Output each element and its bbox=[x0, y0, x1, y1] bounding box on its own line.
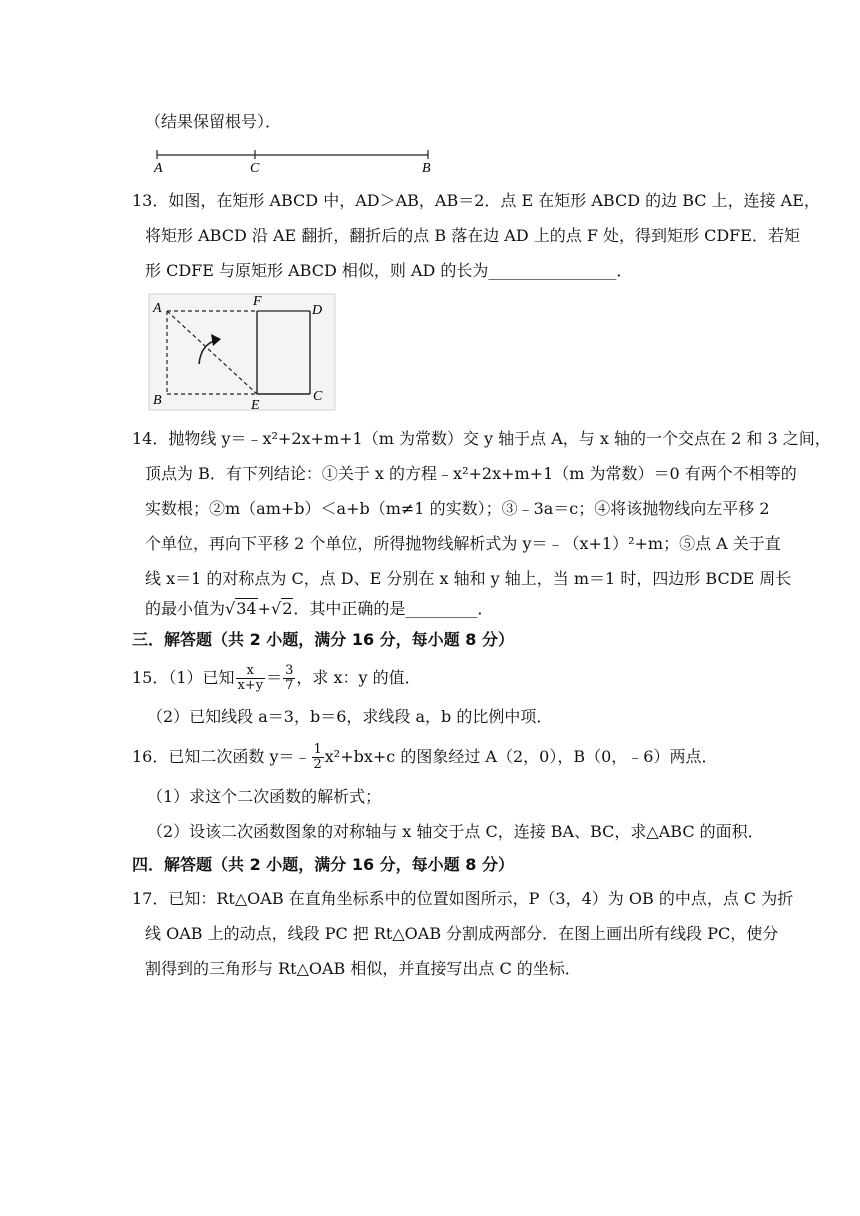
q14-line-1: 14．抛物线 y＝﹣x²+2x+m+1（m 为常数）交 y 轴于点 A，与 x 轴的一个交点在 2 和 3 之间， bbox=[132, 429, 831, 448]
label-a: A bbox=[154, 161, 163, 175]
q16-line-1 bbox=[132, 740, 717, 774]
q15-line-1: 15．（1）已知 $\frac{x}{x+y}$ ＝ $\frac{3}{7}$ ，求 x：y 的值． bbox=[132, 663, 421, 693]
q13-line-1: 13．如图，在矩形 ABCD 中，AD＞AB，AB＝2．点 E 在矩形 ABCD 的边 BC 上，连接 AE， bbox=[132, 191, 820, 210]
label-f: F bbox=[253, 294, 262, 309]
plus-sign: + bbox=[257, 599, 271, 618]
q15-line-2: （2）已知线段 a＝3，b＝6，求线段 a，b 的比例中项． bbox=[147, 707, 553, 726]
section-4-heading: 四．解答题（共 2 小题，满分 16 分，每小题 8 分） bbox=[132, 855, 514, 874]
label-a: A bbox=[153, 301, 162, 316]
q13-line-3: 形 CDFE 与原矩形 ABCD 相似，则 AD 的长为________________． bbox=[145, 261, 633, 280]
section-3-heading: 三．解答题（共 2 小题，满分 16 分，每小题 8 分） bbox=[132, 630, 514, 649]
q14-line-5: 线 x＝1 的对称点为 C，点 D、E 分别在 x 轴和 y 轴上，当 m＝1 时，四边形 BCDE 周长 bbox=[145, 569, 792, 588]
q14-line-2: 顶点为 B．有下列结论：①关于 x 的方程﹣x²+2x+m+1（m 为常数）＝0 有两个不相等的 bbox=[145, 464, 797, 483]
q14-line-6: 的最小值为√34+√2．其中正确的是_________． bbox=[145, 599, 494, 618]
rectangle-fold-figure bbox=[147, 292, 337, 412]
fraction-one-half: $\frac{1}{2}$ bbox=[313, 742, 322, 772]
q16-line-3: （2）设该二次函数图象的对称轴与 x 轴交于点 C，连接 BA、BC，求△ABC 的面积． bbox=[147, 822, 764, 841]
sqrt-34: 34 bbox=[236, 599, 257, 618]
q17-line-1: 17．已知：Rt△OAB 在直角坐标系中的位置如图所示，P（3，4）为 OB 的中点，点 C 为折 bbox=[132, 889, 794, 908]
label-e: E bbox=[251, 398, 260, 412]
q16-suffix: x²+bx+c 的图象经过 A（2，0），B（0，﹣6）两点． bbox=[324, 747, 718, 766]
label-d: D bbox=[312, 303, 323, 318]
fraction-3-over-7: $\frac{3}{7}$ bbox=[285, 663, 294, 693]
q14-l6-prefix: 的最小值为 bbox=[145, 599, 226, 618]
q15-prefix: 15．（1）已知 bbox=[132, 668, 235, 687]
q13-line-2: 将矩形 ABCD 沿 AE 翻折，翻折后的点 B 落在边 AD 上的点 F 处，得到矩形 CDFE．若矩 bbox=[145, 226, 800, 245]
segment-figure bbox=[150, 145, 440, 175]
q17-line-2: 线 OAB 上的动点，线段 PC 把 Rt△OAB 分割成两部分．在图上画出所有线段 PC，使分 bbox=[145, 924, 779, 943]
label-c: C bbox=[250, 161, 260, 175]
q16-line-2: （1）求这个二次函数的解析式； bbox=[147, 787, 382, 806]
sqrt-2: 2 bbox=[282, 599, 293, 618]
q17-line-3: 割得到的三角形与 Rt△OAB 相似，并直接写出点 C 的坐标． bbox=[145, 959, 581, 978]
q16-prefix: 16．已知二次函数 y＝﹣ bbox=[132, 747, 311, 766]
q14-line-4: 个单位，再向下平移 2 个单位，所得抛物线解析式为 y＝﹣（x+1）²+m；⑤点 A 关于直 bbox=[145, 534, 781, 553]
label-b: B bbox=[422, 161, 431, 175]
q14-line-3: 实数根；②m（am+b）＜a+b（m≠1 的实数）；③﹣3a＝c；④将该抛物线向左平移 2 bbox=[145, 499, 770, 518]
label-c: C bbox=[313, 389, 323, 404]
fraction-x-over-xy: $\frac{x}{x+y}$ bbox=[237, 663, 264, 693]
label-b: B bbox=[153, 393, 162, 408]
q12-tail-text: （结果保留根号）． bbox=[145, 112, 282, 131]
q14-l6-suffix: ．其中正确的是_________． bbox=[293, 599, 494, 618]
q15-suffix: ，求 x：y 的值． bbox=[296, 668, 421, 687]
